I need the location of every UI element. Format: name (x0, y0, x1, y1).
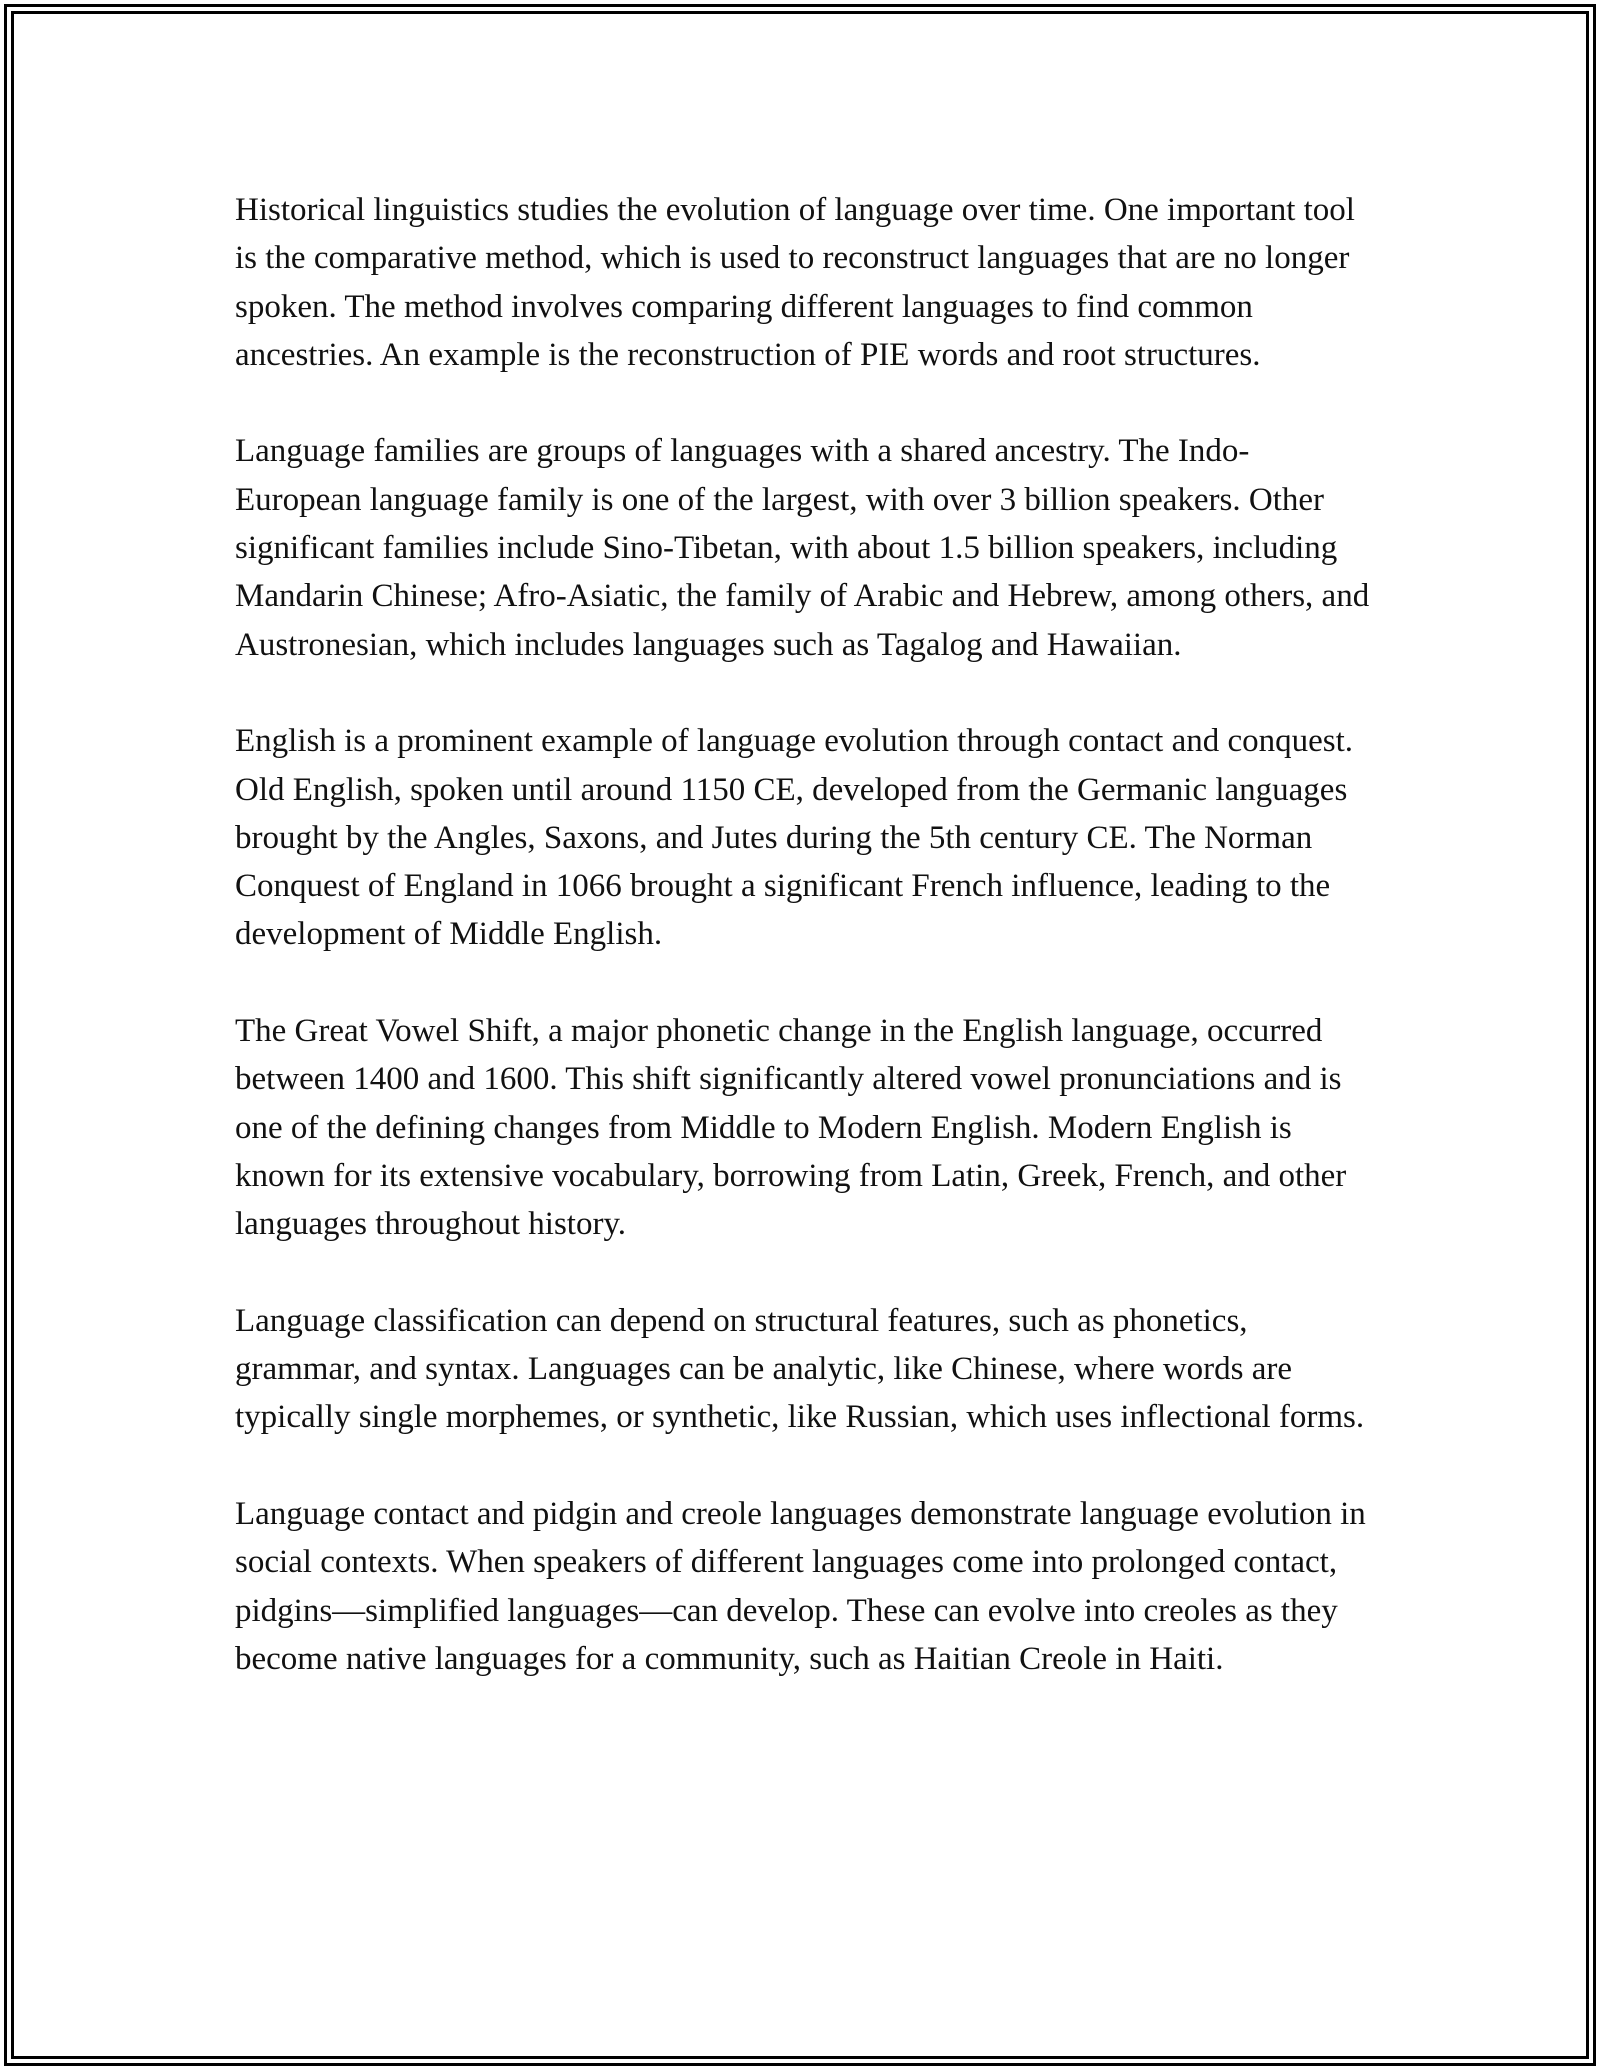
document-body (235, 186, 1370, 1732)
paragraph-language-families: Language families are groups of languages with a shared ancestry. The Indo-European language family is one of the largest, with over 3 billion speakers. Other significant families include Sino-Tibetan, with about 1.5 billion speakers, including Mandarin Chinese; Afro-Asiatic, the family of Arabic and Hebrew, among others, and Austronesian, which includes languages such as Tagalog and Hawaiian. (235, 433, 1370, 663)
paragraph-great-vowel-shift: The Great Vowel Shift, a major phonetic change in the English language, occurred between 1400 and 1600. This shift significantly altered vowel pronunciations and is one of the defining changes from Middle to Modern English. Modern English is known for its extensive vocabulary, borrowing from Latin, Greek, French, and other languages throughout history. (235, 1013, 1347, 1243)
paragraph-language-classification: Language classification can depend on structural features, such as phonetics, grammar, and syntax. Languages can be analytic, like Chinese, where words are typically single morphemes, or synthetic, like Russian, which uses inflectional forms. (235, 1302, 1365, 1436)
paragraph-pidgin-creole: Language contact and pidgin and creole languages demonstrate language evolution in social contexts. When speakers of different languages come into prolonged contact, pidgins—simplified languages—can develop. These can evolve into creoles as they become native languages for a community, such as Haitian Creole in Haiti. (235, 1496, 1366, 1677)
paragraph-historical-linguistics: Historical linguistics studies the evolution of language over time. One important tool is the comparative method, which is used to reconstruct languages that are no longer spoken. The method involves comparing different languages to find common ancestries. An example is the reconstruction of PIE words and root structures. (235, 192, 1355, 373)
paragraph-english-evolution: English is a prominent example of language evolution through contact and conquest. Old English, spoken until around 1150 CE, developed from the Germanic languages brought by the Angles, Saxons, and Jutes during the 5th century CE. The Norman Conquest of England in 1066 brought a significant French influence, leading to the development of Middle English. (235, 723, 1354, 953)
